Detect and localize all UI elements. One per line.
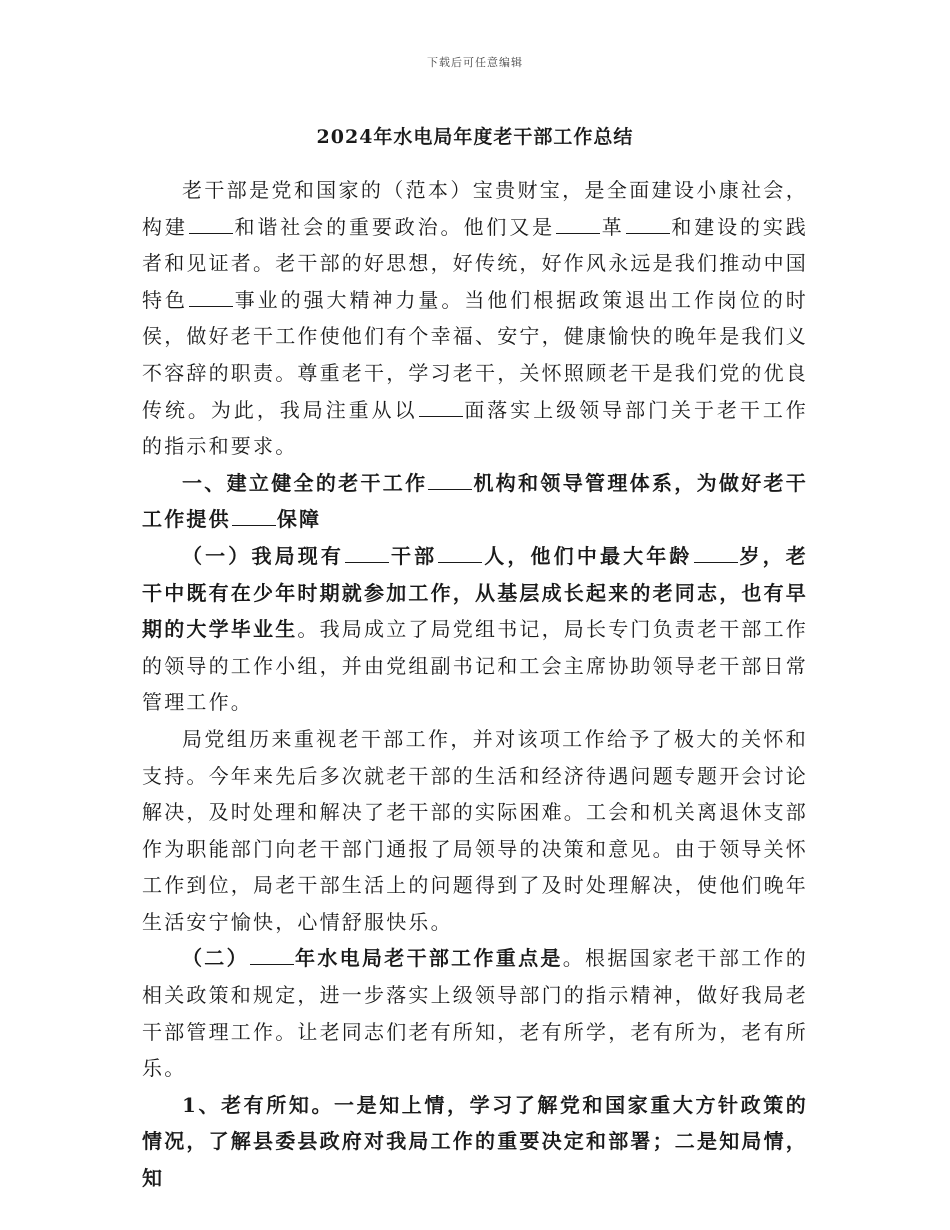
document-title: 2024年水电局年度老干部工作总结 (316, 126, 634, 148)
fill-blank (189, 288, 233, 307)
paragraph-staff-text-c: 人，他们中最大年龄 (483, 543, 693, 568)
page-header-note: 下载后可任意编辑 (427, 56, 523, 69)
paragraph-staff (142, 538, 808, 721)
paragraph-intro (142, 172, 808, 465)
paragraph-intro-text-e: 事业的强大精神力量。当他们根据政策退出工作岗位的时侯，做好老干工作使他们有个幸福、安宁，健康愉快的晚年是我们义不容辞的职责。尊重老干，学习老干，关怀照顾老干是我们党的优良传统。为此，我局注重从以 (142, 287, 809, 422)
paragraph-staff-text-a: （一）我局现有 (182, 543, 345, 568)
document-body (142, 172, 808, 1197)
fill-blank (189, 215, 233, 234)
fill-blank (428, 471, 472, 490)
fill-blank (626, 215, 670, 234)
paragraph-intro-text-d: 和建设的实践者和见证者。老干部的好思想，好传统，好作风永远是我们推动中国特色 (142, 214, 808, 312)
fill-blank (438, 544, 482, 563)
fill-blank (419, 398, 463, 417)
paragraph-intro-text-f: 面落实上级领导部门关于老干工作的指示和要求。 (142, 397, 809, 459)
paragraph-intro-text-a: 老干部是党和国家的（范本）宝贵财宝，是全面建设小康社会，构建 (142, 178, 808, 239)
fill-blank (556, 215, 600, 234)
fill-blank (250, 946, 294, 965)
paragraph-priorities (142, 940, 808, 1086)
section-heading-1 (142, 465, 808, 538)
paragraph-priorities-text-b: 年水电局老干部工作重点是 (294, 946, 563, 971)
paragraph-intro-text-c: 革 (601, 214, 625, 239)
paragraph-staff-text-e: 。我局成立了局党组书记，局长专门负责老干部工作的领导的工作小组，并由党组副书记和工会主席协助领导老干部日常管理工作。 (142, 617, 809, 715)
section-heading-1-text-b: 机构和领导管理体系，为做好老干工作提供 (142, 470, 809, 532)
paragraph-staff-text-b: 干部 (390, 543, 438, 568)
paragraph-priorities-text-a: （二） (182, 946, 249, 971)
section-heading-1-text-a: 一、建立健全的老干工作 (182, 470, 428, 495)
fill-blank (345, 544, 389, 563)
fill-blank (232, 507, 276, 526)
fill-blank (694, 544, 738, 563)
paragraph-support: 局党组历来重视老干部工作，并对该项工作给予了极大的关怀和支持。今年来先后多次就老干部的生活和经济待遇问题专题开会讨论解决，及时处理和解决了老干部的实际困难。工会和机关离退休支部作为职能部门向老干部门通报了局领导的决策和意见。由于领导关怀工作到位，局老干部生活上的问题得到了及时处理解决，使他们晚年生活安宁愉快，心情舒服快乐。 (142, 726, 808, 934)
paragraph-priorities-text-c: 。根据国家老干部工作的相关政策和规定，进一步落实上级领导部门的指示精神，做好我局老干部管理工作。让老同志们老有所知，老有所学，老有所为，老有所乐。 (142, 946, 808, 1081)
paragraph-staff-text-d: 岁，老干中既有在少年时期就参加工作，从基层成长起来的老同志，也有早期的大学毕业生 (142, 543, 808, 642)
paragraph-know: 1、老有所知。一是知上情，学习了解党和国家重大方针政策的情况，了解县委县政府对我局工作的重要决定和部署；二是知局情，知 (142, 1092, 808, 1191)
section-heading-1-text-c: 保障 (276, 507, 322, 532)
paragraph-intro-text-b: 和谐社会的重要政治。他们又是 (233, 214, 556, 239)
